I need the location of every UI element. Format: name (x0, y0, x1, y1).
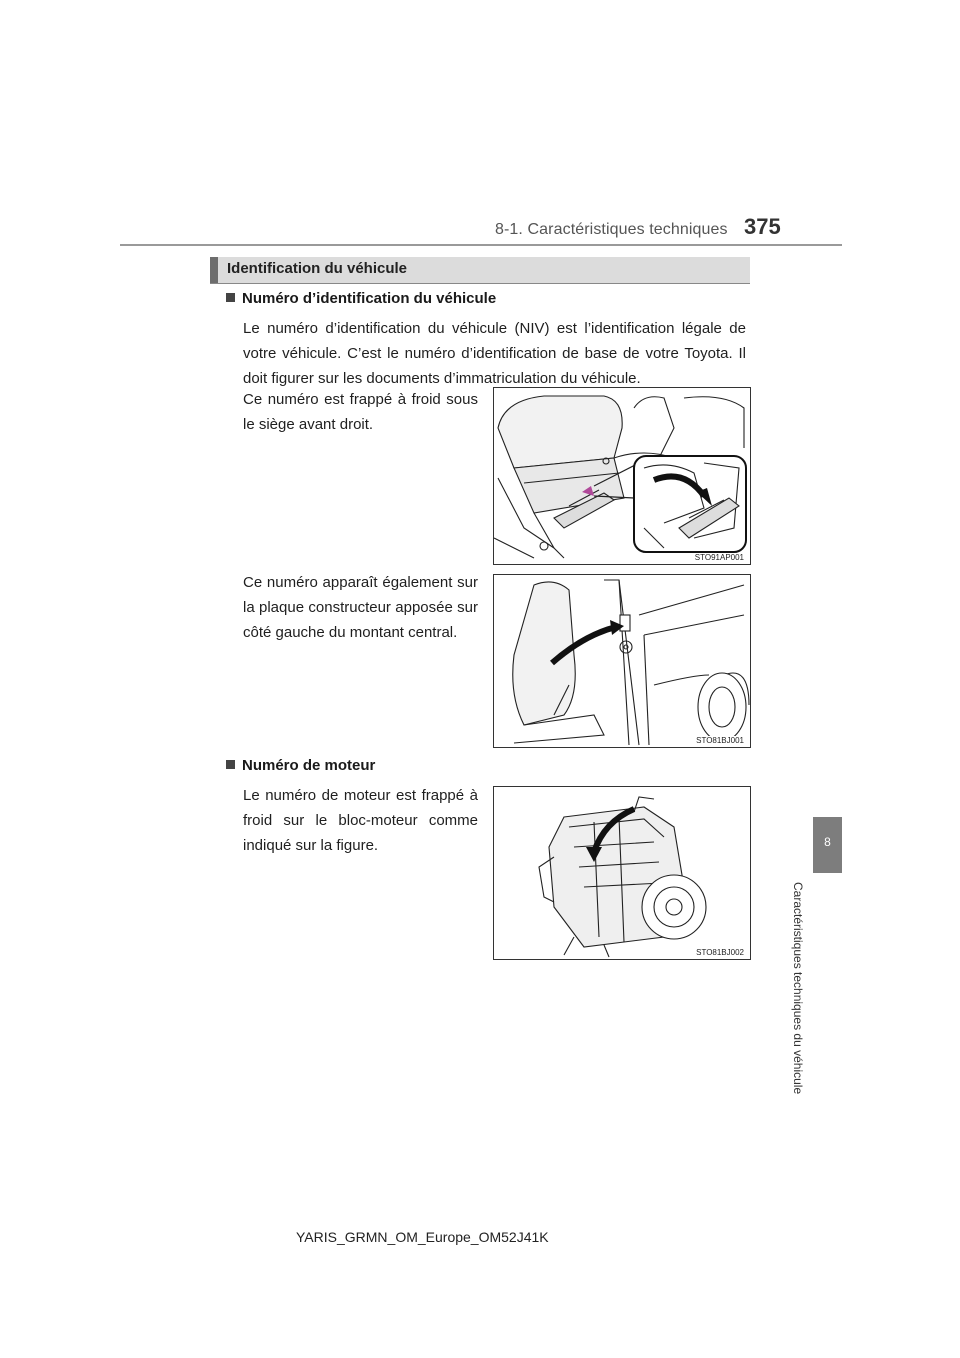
engine-heading-text: Numéro de moteur (242, 757, 376, 774)
footer-doc-id: YARIS_GRMN_OM_Europe_OM52J41K (296, 1229, 549, 1245)
figure-pillar-plate (493, 574, 751, 748)
figure2-code: STO81BJ001 (696, 736, 744, 745)
figure-engine-block (493, 786, 751, 960)
vin-heading (226, 290, 496, 307)
seat-vin-illustration (494, 388, 750, 564)
bullet-square-icon (226, 760, 235, 769)
vin-location-under-seat: Ce numéro est frappé à froid sous le siège avant droit. (243, 391, 478, 433)
chapter-tab (813, 817, 842, 873)
pillar-plate-illustration (494, 575, 750, 747)
section-title-bar (210, 257, 750, 284)
vin-location-pillar: Ce numéro apparaît également sur la plaque constructeur apposée sur côté gauche du montant central. (243, 574, 478, 641)
section-title: Identification du véhicule (227, 260, 408, 277)
chapter-number: 8 (824, 835, 831, 849)
chapter-side-label-text: Caractéristiques techniques du véhicule (791, 882, 805, 1095)
figure3-code: STO81BJ002 (696, 948, 744, 957)
title-bar-marker (210, 257, 218, 283)
header-divider (120, 244, 842, 246)
chapter-side-label (787, 882, 807, 1110)
vin-heading-text: Numéro d’identification du véhicule (242, 290, 497, 307)
engine-heading (226, 757, 375, 774)
bullet-square-icon (226, 293, 235, 302)
page-number: 375 (744, 214, 781, 239)
section-header: 8-1. Caractéristiques techniques (495, 221, 728, 238)
figure-seat-vin (493, 387, 751, 565)
figure1-code: STO91AP001 (694, 553, 744, 562)
engine-block-illustration (494, 787, 750, 959)
engine-number-text: Le numéro de moteur est frappé à froid sur le bloc-moteur comme indiqué sur la figure. (243, 787, 478, 854)
vin-intro-paragraph: Le numéro d’identification du véhicule (NIV) est l’identification légale de votre véhicule. C’est le numéro d’identification de base de votre Toyota. Il doit figurer sur les documents d’immatriculation du véhicule. (243, 320, 746, 387)
